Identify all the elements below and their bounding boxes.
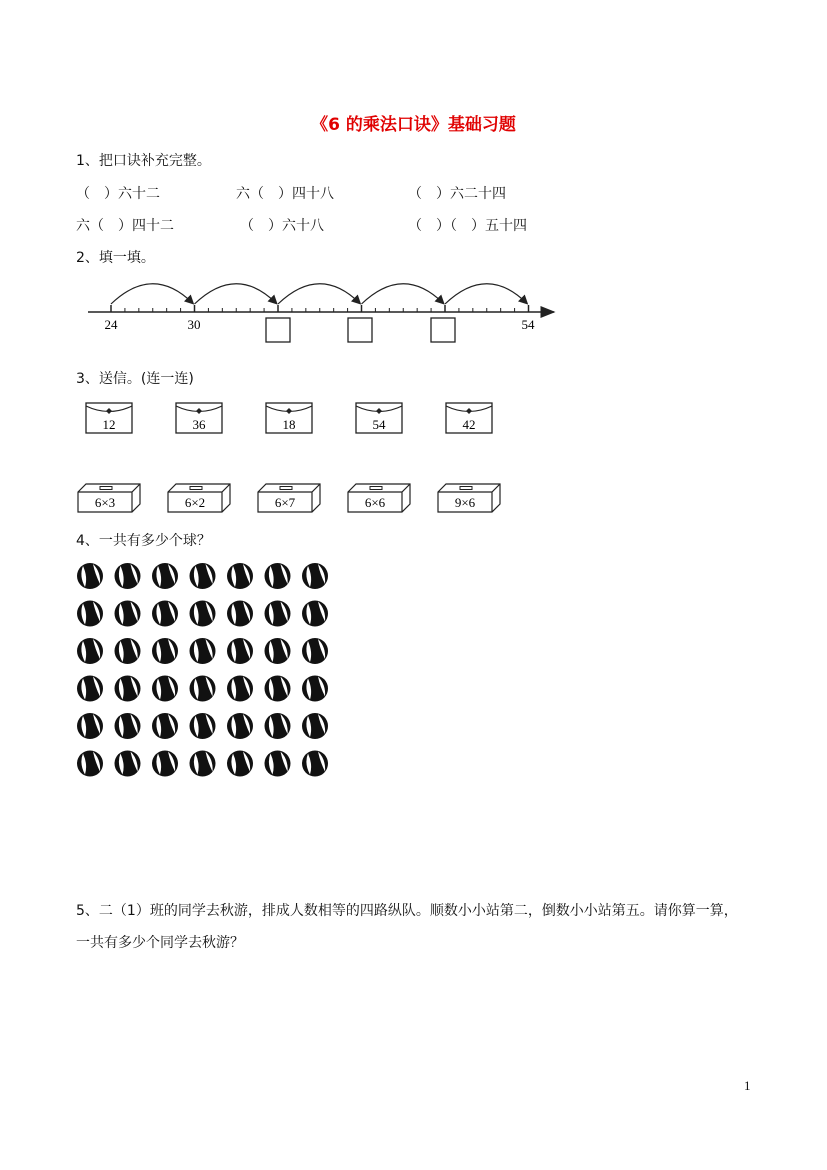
jump-arc bbox=[278, 284, 360, 304]
mailbox-6x6[interactable] bbox=[348, 484, 410, 512]
ball-icon bbox=[190, 563, 216, 589]
page-number: 1 bbox=[744, 1078, 751, 1093]
answer-box-3[interactable] bbox=[431, 318, 455, 342]
question-5-line-2: 一共有多少个同学去秋游？ bbox=[76, 935, 244, 951]
ball-icon bbox=[77, 601, 103, 627]
question-2-label: 2、填一填。 bbox=[76, 250, 155, 266]
envelope-54[interactable] bbox=[356, 403, 402, 433]
q1-blank-1: （ ）六十二 bbox=[76, 186, 160, 202]
ball-icon bbox=[77, 751, 103, 777]
ball-icon bbox=[227, 713, 253, 739]
jump-arc bbox=[195, 284, 277, 304]
ball-grid bbox=[74, 560, 344, 790]
jump-arc bbox=[362, 284, 444, 304]
question-1-label: 1、把口诀补充完整。 bbox=[76, 153, 211, 169]
envelope-36[interactable] bbox=[176, 403, 222, 433]
ball-icon bbox=[265, 751, 291, 777]
svg-text:12: 12 bbox=[102, 417, 116, 432]
tick-label-30: 30 bbox=[187, 317, 201, 332]
ball-icon bbox=[227, 638, 253, 664]
ball-icon bbox=[152, 713, 178, 739]
ball-icon bbox=[265, 601, 291, 627]
ball-icon bbox=[152, 563, 178, 589]
svg-text:6×2: 6×2 bbox=[184, 495, 206, 510]
ball-icon bbox=[190, 751, 216, 777]
ball-icon bbox=[152, 601, 178, 627]
tick-label-54: 54 bbox=[521, 317, 535, 332]
mailbox-6x7[interactable] bbox=[258, 484, 320, 512]
jump-arc bbox=[111, 284, 193, 304]
ball-icon bbox=[302, 638, 328, 664]
ball-icon bbox=[227, 563, 253, 589]
ball-icon bbox=[190, 676, 216, 702]
jump-arc bbox=[445, 284, 527, 304]
page-title: 《6 的乘法口诀》基础习题 bbox=[311, 115, 516, 135]
ball-icon bbox=[302, 563, 328, 589]
ball-icon bbox=[265, 563, 291, 589]
svg-text:18: 18 bbox=[282, 417, 296, 432]
mailbox-9x6[interactable] bbox=[438, 484, 500, 512]
jump-arcs bbox=[111, 284, 527, 304]
ball-icon bbox=[302, 676, 328, 702]
ball-icon bbox=[115, 751, 141, 777]
ball-icon bbox=[265, 676, 291, 702]
svg-text:6×7: 6×7 bbox=[274, 495, 296, 510]
svg-text:54: 54 bbox=[372, 417, 386, 432]
mailbox-6x2[interactable] bbox=[168, 484, 230, 512]
ball-icon bbox=[152, 676, 178, 702]
envelope-42[interactable] bbox=[446, 403, 492, 433]
ball-icon bbox=[115, 563, 141, 589]
q1-blank-3: （ ）六二十四 bbox=[408, 186, 506, 202]
q1-blank-2: 六（ ）四十八 bbox=[236, 186, 334, 202]
ball-icon bbox=[190, 601, 216, 627]
svg-text:6×6: 6×6 bbox=[364, 495, 386, 510]
mailbox-row bbox=[76, 480, 516, 516]
svg-text:9×6: 9×6 bbox=[454, 495, 476, 510]
tick-label-24: 24 bbox=[104, 317, 118, 332]
answer-box-2[interactable] bbox=[348, 318, 372, 342]
ball-icon bbox=[77, 713, 103, 739]
q1-blank-6: （ ）（ ）五十四 bbox=[408, 218, 527, 234]
svg-text:6×3: 6×3 bbox=[94, 495, 116, 510]
number-line-ticks bbox=[111, 305, 529, 312]
ball-icon bbox=[227, 676, 253, 702]
envelope-12[interactable] bbox=[86, 403, 132, 433]
ball-icon bbox=[302, 601, 328, 627]
svg-text:36: 36 bbox=[192, 417, 206, 432]
ball-icon bbox=[227, 601, 253, 627]
ball-icon bbox=[302, 751, 328, 777]
question-3-label: 3、送信。(连一连) bbox=[76, 371, 194, 387]
number-line bbox=[80, 270, 570, 350]
question-4-label: 4、一共有多少个球？ bbox=[76, 533, 211, 549]
ball-icon bbox=[190, 638, 216, 664]
answer-box-1[interactable] bbox=[266, 318, 290, 342]
ball-icon bbox=[115, 676, 141, 702]
ball-icon bbox=[115, 601, 141, 627]
ball-icon bbox=[265, 713, 291, 739]
ball-icon bbox=[190, 713, 216, 739]
ball-icon bbox=[152, 638, 178, 664]
envelope-row bbox=[84, 400, 504, 440]
q1-blank-5: （ ）六十八 bbox=[240, 218, 324, 234]
mailbox-6x3[interactable] bbox=[78, 484, 140, 512]
ball-icon bbox=[302, 713, 328, 739]
question-5-line-1: 5、二（1）班的同学去秋游，排成人数相等的四路纵队。顺数小小站第二，倒数小小站第五。请你算一算， bbox=[76, 903, 738, 919]
ball-icon bbox=[77, 676, 103, 702]
ball-icon bbox=[77, 638, 103, 664]
ball-icon bbox=[265, 638, 291, 664]
svg-text:42: 42 bbox=[462, 417, 476, 432]
ball-icon bbox=[152, 751, 178, 777]
envelope-18[interactable] bbox=[266, 403, 312, 433]
ball-icon bbox=[115, 713, 141, 739]
ball-icon bbox=[227, 751, 253, 777]
ball-icon bbox=[77, 563, 103, 589]
q1-blank-4: 六（ ）四十二 bbox=[76, 218, 174, 234]
ball-icon bbox=[115, 638, 141, 664]
